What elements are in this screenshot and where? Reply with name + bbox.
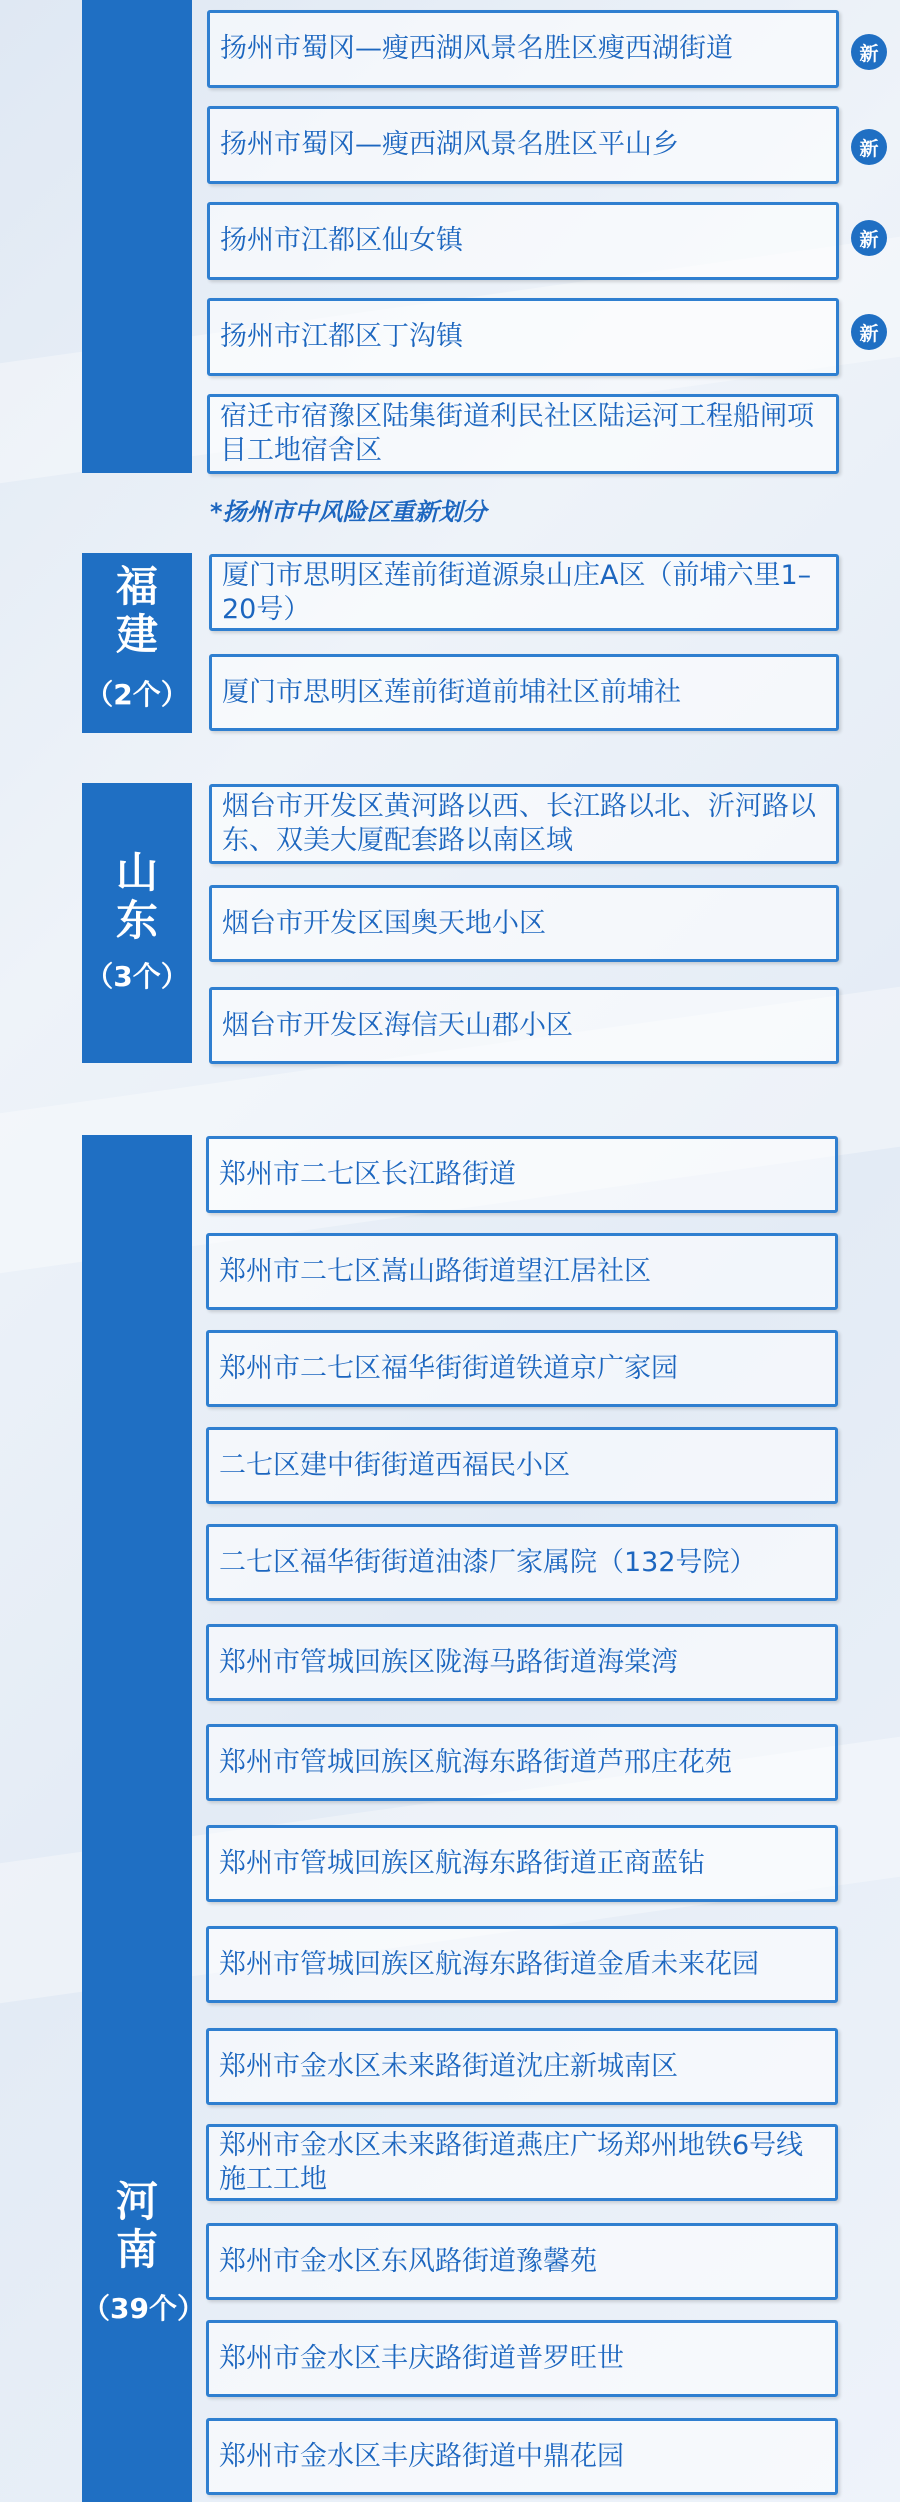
item-text: 郑州市金水区东风路街道豫馨苑 xyxy=(219,2245,597,2277)
list-item xyxy=(206,1330,838,1407)
list-item xyxy=(206,1233,838,1310)
item-text: 扬州市蜀冈—瘦西湖风景名胜区瘦西湖街道 xyxy=(220,33,733,64)
province-name: 河南 xyxy=(115,2177,158,2274)
item-text: 郑州市金水区未来路街道沈庄新城南区 xyxy=(219,2050,678,2082)
item-text: 二七区建中街街道西福民小区 xyxy=(219,1449,570,1481)
list-item xyxy=(209,987,839,1064)
list-item xyxy=(206,1926,838,2003)
province-name: 福建 xyxy=(115,562,158,659)
item-text: 郑州市管城回族区航海东路街道金盾未来花园 xyxy=(219,1948,759,1980)
risk-note: *扬州市中风险区重新划分 xyxy=(210,498,487,526)
list-item xyxy=(206,2028,838,2105)
item-text: 扬州市蜀冈—瘦西湖风景名胜区平山乡 xyxy=(220,129,679,160)
new-badge: 新 xyxy=(851,314,887,350)
list-item xyxy=(206,1825,838,1902)
province-count: （2个） xyxy=(85,678,189,711)
list-item xyxy=(206,2320,838,2397)
item-text: 扬州市江都区丁沟镇 xyxy=(220,321,463,352)
list-item xyxy=(206,1136,838,1213)
list-item xyxy=(207,10,839,88)
item-text: 烟台市开发区海信天山郡小区 xyxy=(222,1009,573,1041)
list-item xyxy=(206,1624,838,1701)
province-name: 山东 xyxy=(115,848,158,945)
henan-side-bar xyxy=(82,1135,205,2502)
list-item xyxy=(206,2418,838,2495)
list-item xyxy=(209,784,839,864)
list-item xyxy=(207,298,839,376)
item-text: 郑州市金水区丰庆路街道普罗旺世 xyxy=(219,2342,624,2374)
list-item xyxy=(207,202,839,280)
item-text: 郑州市金水区未来路街道燕庄广场郑州地铁6号线施工工地 xyxy=(219,2129,804,2195)
item-text: 郑州市二七区长江路街道 xyxy=(219,1158,516,1190)
item-text: 烟台市开发区国奥天地小区 xyxy=(222,907,546,939)
item-text: 扬州市江都区仙女镇 xyxy=(220,225,463,256)
item-text: 郑州市二七区福华街街道铁道京广家园 xyxy=(219,1352,678,1384)
list-item xyxy=(209,654,839,731)
list-item xyxy=(206,2124,838,2201)
province-count: （39个） xyxy=(82,2292,205,2325)
item-text: 厦门市思明区莲前街道前埔社区前埔社 xyxy=(222,676,681,708)
list-item xyxy=(206,1724,838,1801)
list-item xyxy=(206,1524,838,1601)
list-item xyxy=(207,394,839,474)
fujian-side-bar xyxy=(82,553,192,733)
list-item xyxy=(209,554,839,631)
item-text: 烟台市开发区黄河路以西、长江路以北、沂河路以东、双美大厦配套路以南区域 xyxy=(222,791,816,856)
new-badge: 新 xyxy=(851,34,887,70)
province-count: （3个） xyxy=(85,960,189,993)
item-text: 宿迁市宿豫区陆集街道利民社区陆运河工程船闸项目工地宿舍区 xyxy=(220,401,814,466)
item-text: 郑州市管城回族区航海东路街道芦邢庄花苑 xyxy=(219,1746,732,1778)
jiangsu-side-bar xyxy=(82,0,192,473)
item-text: 厦门市思明区莲前街道源泉山庄A区（前埔六里1–20号） xyxy=(222,559,812,625)
list-item xyxy=(209,885,839,962)
list-item xyxy=(206,1427,838,1504)
list-item xyxy=(206,2223,838,2300)
item-text: 郑州市管城回族区陇海马路街道海棠湾 xyxy=(219,1646,678,1678)
item-text: 郑州市二七区嵩山路街道望江居社区 xyxy=(219,1255,651,1287)
item-text: 郑州市金水区丰庆路街道中鼎花园 xyxy=(219,2440,624,2472)
shandong-side-bar xyxy=(82,783,192,1063)
item-text: 郑州市管城回族区航海东路街道正商蓝钻 xyxy=(219,1847,705,1879)
list-item xyxy=(207,106,839,184)
new-badge: 新 xyxy=(851,129,887,165)
item-text: 二七区福华街街道油漆厂家属院（132号院） xyxy=(219,1546,757,1578)
new-badge: 新 xyxy=(851,220,887,256)
